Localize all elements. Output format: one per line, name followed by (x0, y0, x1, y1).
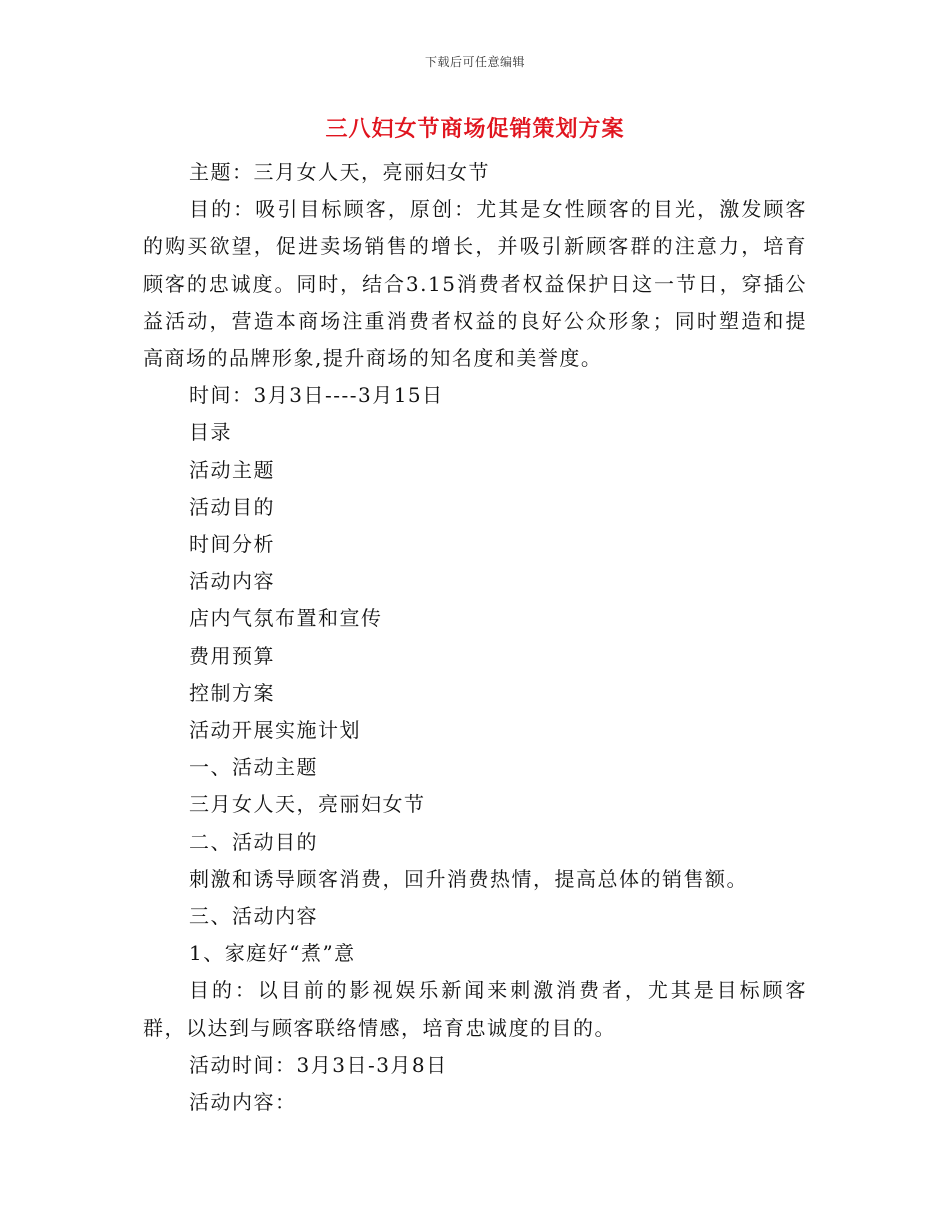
document-title: 三八妇女节商场促销策划方案 (325, 117, 625, 142)
paragraph: 三月女人天，亮丽妇女节 (189, 792, 426, 817)
paragraph: 活动时间：3月3日-3月8日 (189, 1052, 448, 1077)
paragraph: 目的：以目前的影视娱乐新闻来刺激消费者，尤其是目标顾客群，以达到与顾客联络情感，培育忠诚度的目的。 (143, 978, 807, 1040)
paragraph: 活动内容： (189, 1090, 297, 1115)
section-heading: 一、活动主题 (189, 755, 318, 780)
toc-item: 活动目的 (189, 494, 275, 519)
toc-item: 费用预算 (189, 643, 275, 668)
toc-item: 时间分析 (189, 532, 275, 557)
toc-item: 活动开展实施计划 (189, 718, 361, 743)
toc-item: 店内气氛布置和宣传 (189, 606, 383, 631)
section-heading: 二、活动目的 (189, 829, 318, 854)
paragraph: 刺激和诱导顾客消费，回升消费热情，提高总体的销售额。 (189, 866, 748, 891)
toc-item: 活动主题 (189, 457, 275, 482)
toc-item: 活动内容 (189, 569, 275, 594)
sub-heading: 1、家庭好“煮”意 (189, 941, 356, 966)
toc-heading: 目录 (189, 420, 232, 445)
toc-item: 控制方案 (189, 680, 275, 705)
paragraph-time: 时间：3月3日----3月15日 (189, 383, 444, 408)
paragraph-theme: 主题：三月女人天，亮丽妇女节 (189, 160, 490, 184)
section-heading: 三、活动内容 (189, 904, 318, 929)
paragraph-purpose: 目的：吸引目标顾客，原创：尤其是女性顾客的目光，激发顾客的购买欲望，促进卖场销售的增长，并吸引新顾客群的注意力，培育顾客的忠诚度。同时，结合3.15消费者权益保护日这一节日，穿插公益活动，营造本商场注重消费者权益的良好公众形象；同时塑造和提高商场的品牌形象,提升商场的知名度和美誉度。 (143, 197, 807, 371)
document-body (143, 154, 807, 1121)
page-header: 下载后可任意编辑 (424, 55, 525, 69)
